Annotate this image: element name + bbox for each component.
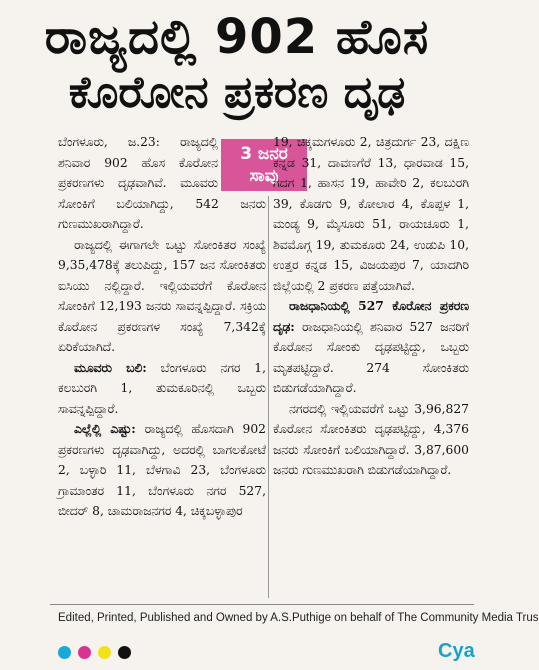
paragraph bbox=[273, 399, 469, 481]
paragraph bbox=[58, 235, 266, 358]
headline bbox=[0, 0, 474, 128]
registration-marks bbox=[58, 644, 138, 658]
headline-line-1: ರಾಜ್ಯದಲ್ಲಿ 902 ಹೊಸ bbox=[44, 9, 430, 65]
footer-imprint: Edited, Printed, Published and Owned by A.S.Puthige on behalf of The Community Media Trus bbox=[58, 612, 539, 624]
registration-dot bbox=[98, 646, 111, 659]
headline-line-2: ಕೊರೋನ ಪ್ರಕರಣ ದೃಢ bbox=[68, 67, 406, 118]
footer-rule bbox=[50, 604, 474, 605]
paragraph bbox=[273, 296, 469, 399]
paragraph-text: ರಾಜ್ಯದಲ್ಲಿ ಹೊಸದಾಗಿ 902 ಪ್ರಕರಣಗಳು ದೃಢವಾಗಿದ್ದು, ಅದರಲ್ಲಿ ಬಾಗಲಕೋಟೆ 2, ಬಳ್ಳಾರಿ 11, ಬೆಳಗಾವಿ 23, ಬೆಂಗಳೂರು ಗ್ರಾಮಾಂತರ 11, ಬೆಂಗಳೂರು ನಗರ 527, ಬೀದರ್ 8, ಚಾಮರಾಜನಗರ 4, ಚಿಕ್ಕಬಳ್ಳಾಪುರ bbox=[58, 422, 266, 518]
paragraph-text: ಬೆಂಗಳೂರು, ಜ.23: ರಾಜ್ಯದಲ್ಲಿ ಶನಿವಾರ 902 ಹೊಸ ಕೊರೋನ ಪ್ರಕರಣಗಳು ದೃಢವಾಗಿವೆ. ಮೂವರು ಸೋಂಕಿಗೆ ಬಲಿಯಾಗಿದ್ದು, 542 ಜನರು ಗುಣಮುಖರಾಗಿದ್ದಾರೆ. bbox=[58, 135, 266, 231]
registration-dot bbox=[118, 646, 131, 659]
paragraph-text: ಬೆಂಗಳೂರು ನಗರ 1, ಕಲಬುರಗಿ 1, ತುಮಕೂರಿನಲ್ಲಿ ಒಬ್ಬರು ಸಾವನ್ನಪ್ಪಿದ್ದಾರೆ. bbox=[58, 360, 266, 416]
paragraph-lead: ಮೂವರು ಬಲಿ: bbox=[74, 359, 147, 375]
registration-dot bbox=[78, 646, 91, 659]
paragraph-lead: ಎಲ್ಲೆಲ್ಲಿ ಎಷ್ಟು: bbox=[74, 421, 136, 436]
paragraph bbox=[58, 419, 266, 522]
column-divider bbox=[268, 196, 269, 598]
color-label: Cya bbox=[438, 640, 475, 662]
paragraph-text: ರಾಜಧಾನಿಯಲ್ಲಿ ಶನಿವಾರ 527 ಜನರಿಗೆ ಕೊರೋನ ಸೋಂಕು ದೃಢಪಟ್ಟಿದ್ದು, ಒಬ್ಬರು ಮೃತಪಟ್ಟಿದ್ದಾರೆ. 274 ಸೋಂಕಿತರು ಬಿಡುಗಡೆಯಾಗಿದ್ದಾರೆ. bbox=[273, 319, 469, 395]
article-column-2 bbox=[273, 132, 469, 481]
paragraph-lead: ರಾಜಧಾನಿಯಲ್ಲಿ 527 ಕೊರೋನ ಪ್ರಕರಣ ದೃಢ: bbox=[273, 298, 469, 334]
paragraph-text: ನಗರದಲ್ಲಿ ಇಲ್ಲಿಯವರೆಗೆ ಒಟ್ಟು 3,96,827 ಕೊರೋನ ಸೋಂಕಿತರು ದೃಢಪಟ್ಟಿದ್ದು, 4,376 ಜನರು ಸೋಂಕಿಗೆ ಬಲಿಯಾಗಿದ್ದಾರೆ. 3,87,600 ಜನರು ಗುಣಮುಖರಾಗಿ ಬಿಡುಗಡೆಯಾಗಿದ್ದಾರೆ. bbox=[273, 401, 469, 477]
paragraph bbox=[273, 132, 469, 296]
paragraph-text: 19, ಚಿಕ್ಕಮಗಳೂರು 2, ಚಿತ್ರದುರ್ಗ 23, ದಕ್ಷಿಣ ಕನ್ನಡ 31, ದಾವಣಗೆರೆ 13, ಧಾರವಾಡ 15, ಗದಗ 1, ಹಾಸನ 19, ಹಾವೇರಿ 2, ಕಲಬುರಗಿ 39, ಕೊಡಗು 9, ಕೋಲಾರ 4, ಕೊಪ್ಪಳ 1, ಮಂಡ್ಯ 9, ಮೈಸೂರು 51, ರಾಯಚೂರು 1, ಶಿವಮೊಗ್ಗ 19, ತುಮಕೂರು 24, ಉಡುಪಿ 10, ಉತ್ತರ ಕನ್ನಡ 15, ವಿಜಯಪುರ 7, ಯಾದಗಿರಿ ಜಿಲ್ಲೆಯಲ್ಲಿ 2 ಪ್ರಕರಣ ಪತ್ತೆಯಾಗಿವೆ. bbox=[273, 135, 469, 293]
badge-line-2: ಸಾವು bbox=[249, 166, 279, 186]
paragraph bbox=[58, 358, 266, 420]
registration-dot bbox=[58, 646, 71, 659]
badge-line-1: 3 ಜನರ bbox=[240, 144, 288, 164]
paragraph-text: ರಾಜ್ಯದಲ್ಲಿ ಈಗಾಗಲೇ ಒಟ್ಟು ಸೋಂಕಿತರ ಸಂಖ್ಯೆ 9,35,478ಕ್ಕೆ ತಲುಪಿದ್ದು, 157 ಜನ ಸೋಂಕಿತರು ಐಸಿಯು ನಲ್ಲಿದ್ದಾರೆ. ಇಲ್ಲಿಯವರೆಗೆ ಕೊರೋನ ಸೋಂಕಿಗೆ 12,193 ಜನರು ಸಾವನ್ನಪ್ಪಿದ್ದಾರೆ. ಸಕ್ರಿಯ ಕೊರೋನ ಪ್ರಕರಣಗಳ ಸಂಖ್ಯೆ 7,342ಕ್ಕೆ ಏರಿಕೆಯಾಗಿದೆ. bbox=[58, 237, 266, 354]
